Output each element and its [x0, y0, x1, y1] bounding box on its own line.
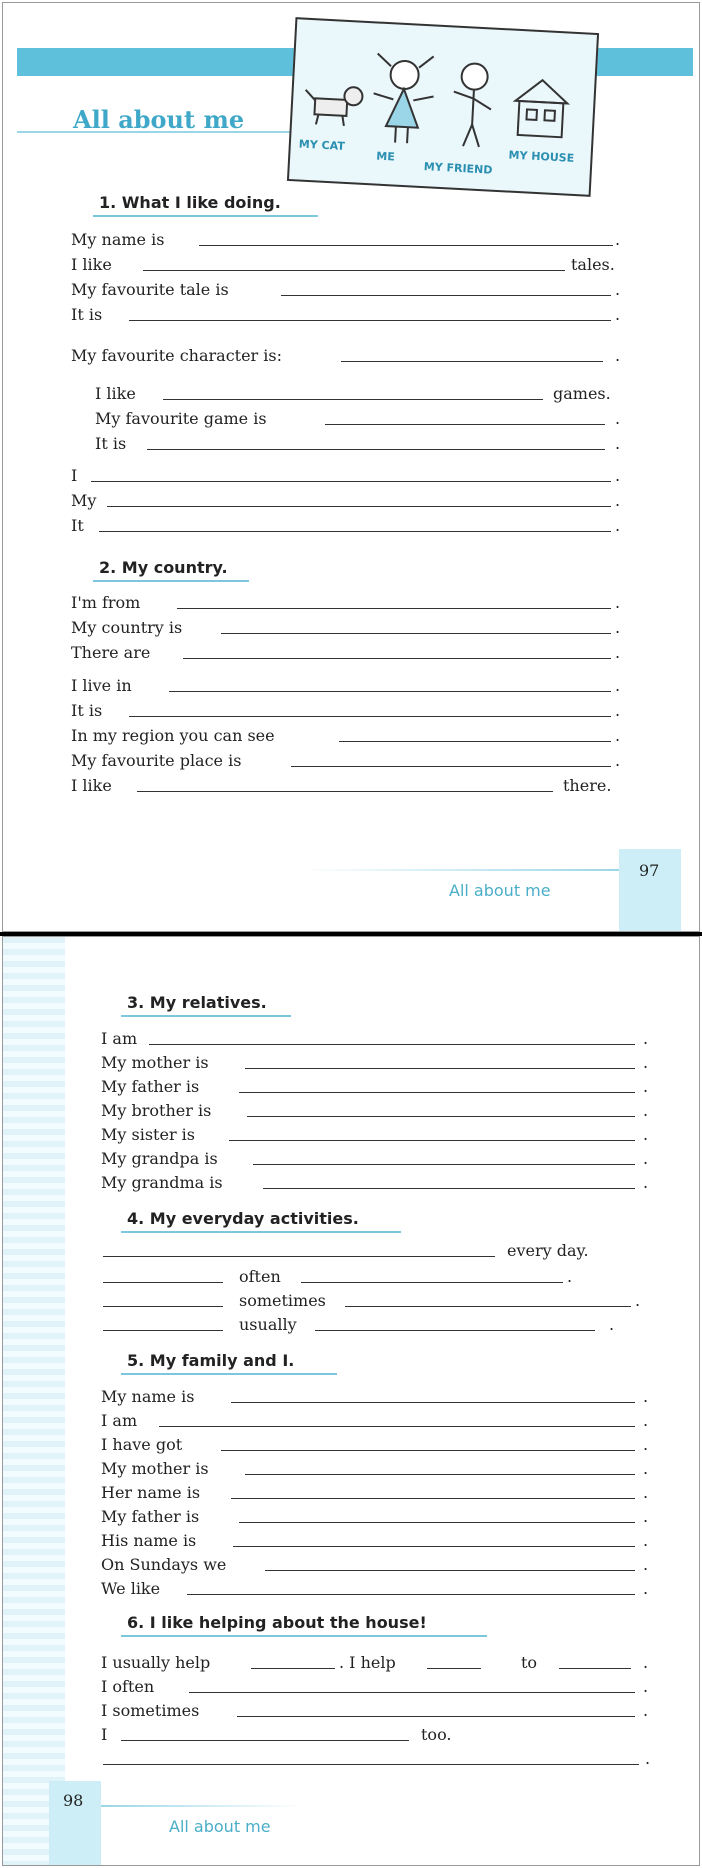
line-region-see[interactable]: In my region you can see . [71, 726, 621, 745]
line-i-sometimes[interactable]: I sometimes . [101, 1701, 649, 1720]
section-3-heading-underline [121, 1015, 291, 1017]
label-my-house: MY HOUSE [508, 148, 575, 165]
line-i-often[interactable]: I often . [101, 1677, 649, 1696]
label-my-cat: MY CAT [298, 137, 346, 153]
line-her-name[interactable]: Her name is . [101, 1483, 649, 1502]
line-grandma-rel[interactable]: My grandma is . [101, 1173, 649, 1192]
section-1-heading: 1. What I like doing. [99, 193, 281, 212]
section-4-heading: 4. My everyday activities. [127, 1209, 359, 1228]
line-favourite-game[interactable]: My favourite game is . [95, 409, 621, 428]
line-i-like-games[interactable]: I like games. [95, 384, 611, 403]
line-sundays[interactable]: On Sundays we . [101, 1555, 649, 1574]
cat-icon [304, 85, 363, 127]
footer-rule [101, 1805, 301, 1807]
line-grandpa-rel[interactable]: My grandpa is . [101, 1149, 649, 1168]
page-number: 98 [63, 1791, 84, 1810]
section-3-heading: 3. My relatives. [127, 993, 267, 1012]
page-number: 97 [639, 861, 660, 880]
line-father-fam[interactable]: My father is . [101, 1507, 649, 1526]
section-6-heading: 6. I like helping about the house! [127, 1613, 427, 1632]
line-there-are[interactable]: There are . [71, 643, 621, 662]
line-mother-rel[interactable]: My mother is . [101, 1053, 649, 1072]
line-sister-rel[interactable]: My sister is . [101, 1125, 649, 1144]
line-it-is-1[interactable]: It is . [71, 305, 621, 324]
line-it-is-2[interactable]: It is . [95, 434, 621, 453]
page-98 [2, 936, 700, 1866]
line-it[interactable]: It . [71, 516, 621, 535]
line-i-am-rel[interactable]: I am . [101, 1029, 649, 1048]
boy-icon [451, 63, 493, 148]
line-every-day[interactable]: every day. [101, 1241, 661, 1263]
header-band-right [583, 48, 693, 76]
line-we-like[interactable]: We like . [101, 1579, 649, 1598]
illustration-box [287, 17, 599, 197]
label-me: ME [375, 149, 396, 164]
line-father-rel[interactable]: My father is . [101, 1077, 649, 1096]
page-title: All about me [73, 105, 245, 134]
line-i-like-tales[interactable]: I like tales. [71, 255, 615, 274]
section-1-heading-underline [93, 215, 318, 217]
line-i-live-in[interactable]: I live in . [71, 676, 621, 695]
line-usually[interactable]: usually . [101, 1315, 661, 1337]
section-6-heading-underline [121, 1635, 487, 1637]
section-2-heading: 2. My country. [99, 558, 228, 577]
line-have-got[interactable]: I have got . [101, 1435, 649, 1454]
left-margin-pattern [3, 937, 65, 1866]
line-i[interactable]: I . [71, 466, 621, 485]
line-usually-help[interactable]: I usually help . I help to . [101, 1653, 649, 1672]
line-his-name[interactable]: His name is . [101, 1531, 649, 1550]
section-4-heading-underline [121, 1231, 401, 1233]
line-sometimes[interactable]: sometimes . [101, 1291, 661, 1313]
page-97 [2, 2, 700, 932]
line-favourite-place[interactable]: My favourite place is . [71, 751, 621, 770]
line-my-name-fam[interactable]: My name is . [101, 1387, 649, 1406]
line-favourite-character[interactable]: My favourite character is: . [71, 346, 621, 365]
line-i-too[interactable]: I too. [101, 1725, 452, 1744]
line-my-name[interactable]: My name is . [71, 230, 621, 249]
line-brother-rel[interactable]: My brother is . [101, 1101, 649, 1120]
header-band-left [17, 48, 299, 76]
footer-label: All about me [449, 881, 551, 900]
label-my-friend: MY FRIEND [423, 160, 493, 177]
line-my[interactable]: My . [71, 491, 621, 510]
line-i-like-there[interactable]: I like there. [71, 776, 612, 795]
section-5-heading: 5. My family and I. [127, 1351, 295, 1370]
line-my-country[interactable]: My country is . [71, 618, 621, 637]
line-im-from[interactable]: I'm from . [71, 593, 621, 612]
line-often[interactable]: often . [101, 1267, 661, 1289]
footer-label: All about me [169, 1817, 271, 1836]
section-2-heading-underline [93, 580, 249, 582]
section-5-heading-underline [121, 1373, 337, 1375]
line-mother-fam[interactable]: My mother is . [101, 1459, 649, 1478]
girl-icon [371, 53, 436, 144]
line-it-is-3[interactable]: It is . [71, 701, 621, 720]
line-blank[interactable]: . [101, 1749, 661, 1771]
line-favourite-tale[interactable]: My favourite tale is . [71, 280, 621, 299]
house-icon [514, 79, 569, 138]
line-i-am-fam[interactable]: I am . [101, 1411, 649, 1430]
footer-rule [303, 869, 619, 871]
